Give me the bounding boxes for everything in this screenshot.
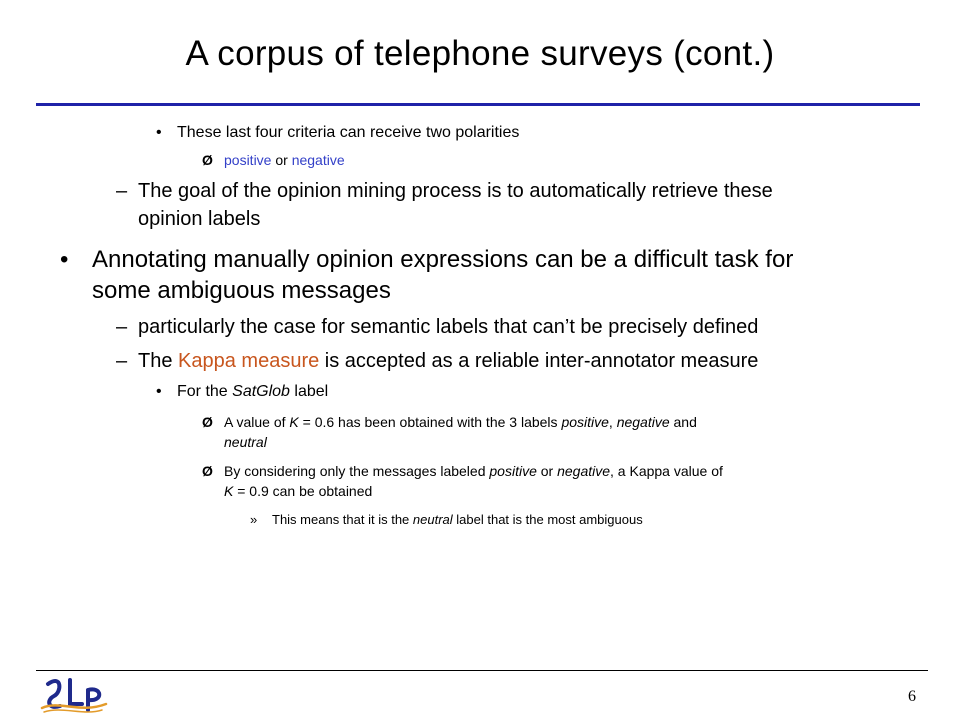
slide-title: A corpus of telephone surveys (cont.)	[185, 34, 775, 73]
k06-negative: negative	[616, 414, 670, 430]
kappa-post: is accepted as a reliable inter-annotator measure	[319, 350, 759, 372]
bullet-annotating-line1: Annotating manually opinion expressions can be a difficult task for	[92, 246, 794, 273]
bullet-neutral-ambiguous	[272, 512, 643, 527]
k09-pre: By considering only the messages labeled	[224, 463, 490, 479]
slp-logo	[40, 674, 120, 716]
dash-marker: –	[116, 350, 128, 372]
page-number: 6	[908, 688, 916, 705]
bullet-marker: •	[156, 124, 162, 141]
bullet-marker: •	[156, 383, 162, 400]
k06-comma: ,	[608, 414, 617, 430]
k06-neutral: neutral	[224, 434, 267, 450]
bullet-k06-line1	[224, 414, 697, 430]
neutral-pre: This means that it is the	[272, 512, 413, 527]
arrow-bullet-marker: Ø	[202, 463, 213, 479]
k09-or: or	[536, 463, 558, 479]
satglob-pre: For the	[177, 383, 233, 400]
chevron-bullet-marker: »	[250, 512, 258, 527]
neutral-post: label that is the most ambiguous	[452, 512, 643, 527]
satglob-em: SatGlob	[232, 383, 290, 400]
bullet-k09-line2	[224, 483, 372, 499]
or-text: or	[271, 152, 292, 168]
k06-and: and	[669, 414, 697, 430]
bullet-goal-line1: The goal of the opinion mining process is to automatically retrieve these	[138, 180, 773, 202]
dash-marker: –	[116, 316, 128, 338]
k06-mid: = 0.6 has been obtained with the 3 labels	[298, 414, 562, 430]
k09-post: , a Kappa value of	[610, 463, 723, 479]
arrow-bullet-marker: Ø	[202, 152, 213, 168]
dash-marker: –	[116, 180, 128, 202]
k09-k: K	[224, 483, 234, 499]
bullet-satglob	[177, 383, 328, 401]
bullet-semantic-labels: particularly the case for semantic labels that can’t be precisely defined	[138, 316, 759, 338]
bullet-polarity-values	[224, 152, 345, 168]
k06-k: K	[289, 414, 299, 430]
k09-value: = 0.9 can be obtained	[233, 483, 373, 499]
positive-label: positive	[224, 152, 272, 168]
footer-divider	[36, 670, 928, 671]
neutral-em: neutral	[412, 512, 453, 527]
bullet-marker: •	[60, 246, 69, 273]
bullet-k09-line1	[224, 463, 723, 479]
bullet-k06-line2	[224, 434, 267, 450]
satglob-post: label	[289, 383, 329, 400]
bullet-annotating-line2: some ambiguous messages	[92, 277, 391, 304]
k09-negative: negative	[557, 463, 611, 479]
bullet-kappa	[138, 350, 758, 373]
bullet-polarities: These last four criteria can receive two polarities	[177, 124, 520, 141]
k06-pre: A value of	[224, 414, 290, 430]
bullet-goal-line2: opinion labels	[138, 208, 261, 230]
kappa-pre: The	[138, 350, 179, 372]
k06-positive: positive	[561, 414, 609, 430]
arrow-bullet-marker: Ø	[202, 414, 213, 430]
negative-label: negative	[291, 152, 345, 168]
kappa-measure-highlight: Kappa measure	[178, 350, 320, 372]
title-divider	[36, 103, 920, 106]
k09-positive: positive	[489, 463, 537, 479]
